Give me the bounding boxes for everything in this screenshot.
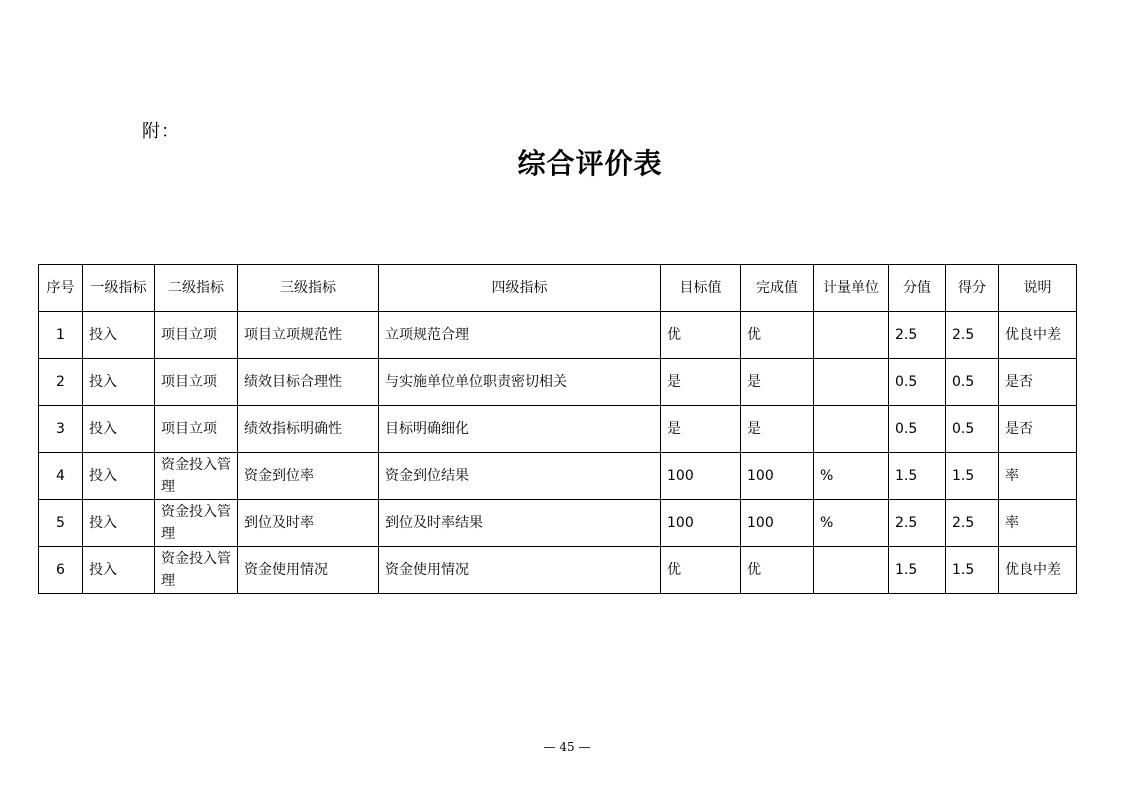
evaluation-table xyxy=(38,264,1077,594)
cell-level2: 资金投入管理 xyxy=(155,500,238,547)
cell-unit: % xyxy=(814,453,889,500)
cell-seq: 4 xyxy=(39,453,83,500)
cell-level4: 立项规范合理 xyxy=(379,312,661,359)
cell-actual: 优 xyxy=(741,312,814,359)
header-target: 目标值 xyxy=(661,265,741,312)
cell-level2: 项目立项 xyxy=(155,406,238,453)
cell-target: 优 xyxy=(661,312,741,359)
document-title: 综合评价表 xyxy=(517,147,663,180)
cell-points: 0.5 xyxy=(889,359,946,406)
cell-points: 1.5 xyxy=(889,453,946,500)
header-unit: 计量单位 xyxy=(814,265,889,312)
cell-unit xyxy=(814,406,889,453)
cell-seq: 6 xyxy=(39,547,83,594)
header-seq: 序号 xyxy=(39,265,83,312)
cell-score: 0.5 xyxy=(946,359,999,406)
header-note: 说明 xyxy=(999,265,1077,312)
cell-actual: 100 xyxy=(741,500,814,547)
cell-score: 2.5 xyxy=(946,500,999,547)
cell-unit: % xyxy=(814,500,889,547)
cell-level3: 资金使用情况 xyxy=(238,547,379,594)
table-row xyxy=(39,312,1077,359)
cell-points: 2.5 xyxy=(889,500,946,547)
attachment-label: 附： xyxy=(142,121,180,142)
cell-note: 率 xyxy=(999,453,1077,500)
cell-note: 优良中差 xyxy=(999,312,1077,359)
page-number: — 45 — xyxy=(543,740,591,754)
cell-level1: 投入 xyxy=(83,359,155,406)
cell-actual: 是 xyxy=(741,406,814,453)
cell-level1: 投入 xyxy=(83,312,155,359)
cell-note: 是否 xyxy=(999,359,1077,406)
header-actual: 完成值 xyxy=(741,265,814,312)
cell-seq: 3 xyxy=(39,406,83,453)
cell-score: 0.5 xyxy=(946,406,999,453)
table-header-row xyxy=(39,265,1077,312)
cell-points: 1.5 xyxy=(889,547,946,594)
cell-level1: 投入 xyxy=(83,500,155,547)
table-row xyxy=(39,406,1077,453)
cell-level3: 绩效目标合理性 xyxy=(238,359,379,406)
header-level4: 四级指标 xyxy=(379,265,661,312)
cell-note: 优良中差 xyxy=(999,547,1077,594)
header-score: 得分 xyxy=(946,265,999,312)
cell-seq: 1 xyxy=(39,312,83,359)
cell-level2: 资金投入管理 xyxy=(155,453,238,500)
cell-score: 2.5 xyxy=(946,312,999,359)
cell-level4: 资金使用情况 xyxy=(379,547,661,594)
cell-level1: 投入 xyxy=(83,406,155,453)
cell-points: 0.5 xyxy=(889,406,946,453)
cell-actual: 优 xyxy=(741,547,814,594)
cell-target: 100 xyxy=(661,500,741,547)
cell-points: 2.5 xyxy=(889,312,946,359)
cell-note: 率 xyxy=(999,500,1077,547)
cell-level3: 资金到位率 xyxy=(238,453,379,500)
cell-actual: 是 xyxy=(741,359,814,406)
cell-target: 100 xyxy=(661,453,741,500)
cell-target: 是 xyxy=(661,406,741,453)
cell-actual: 100 xyxy=(741,453,814,500)
cell-seq: 5 xyxy=(39,500,83,547)
cell-level2: 项目立项 xyxy=(155,312,238,359)
cell-level3: 绩效指标明确性 xyxy=(238,406,379,453)
header-level3: 三级指标 xyxy=(238,265,379,312)
cell-level4: 目标明确细化 xyxy=(379,406,661,453)
header-level1: 一级指标 xyxy=(83,265,155,312)
cell-unit xyxy=(814,547,889,594)
header-points: 分值 xyxy=(889,265,946,312)
table-row xyxy=(39,547,1077,594)
header-level2: 二级指标 xyxy=(155,265,238,312)
cell-level2: 项目立项 xyxy=(155,359,238,406)
cell-unit xyxy=(814,359,889,406)
cell-score: 1.5 xyxy=(946,547,999,594)
cell-note: 是否 xyxy=(999,406,1077,453)
table-row xyxy=(39,453,1077,500)
table-row xyxy=(39,500,1077,547)
cell-level3: 项目立项规范性 xyxy=(238,312,379,359)
cell-seq: 2 xyxy=(39,359,83,406)
table-row xyxy=(39,359,1077,406)
cell-unit xyxy=(814,312,889,359)
cell-level1: 投入 xyxy=(83,453,155,500)
cell-level1: 投入 xyxy=(83,547,155,594)
cell-level4: 到位及时率结果 xyxy=(379,500,661,547)
cell-level4: 与实施单位单位职责密切相关 xyxy=(379,359,661,406)
cell-target: 优 xyxy=(661,547,741,594)
cell-level2: 资金投入管理 xyxy=(155,547,238,594)
cell-score: 1.5 xyxy=(946,453,999,500)
cell-target: 是 xyxy=(661,359,741,406)
cell-level4: 资金到位结果 xyxy=(379,453,661,500)
cell-level3: 到位及时率 xyxy=(238,500,379,547)
